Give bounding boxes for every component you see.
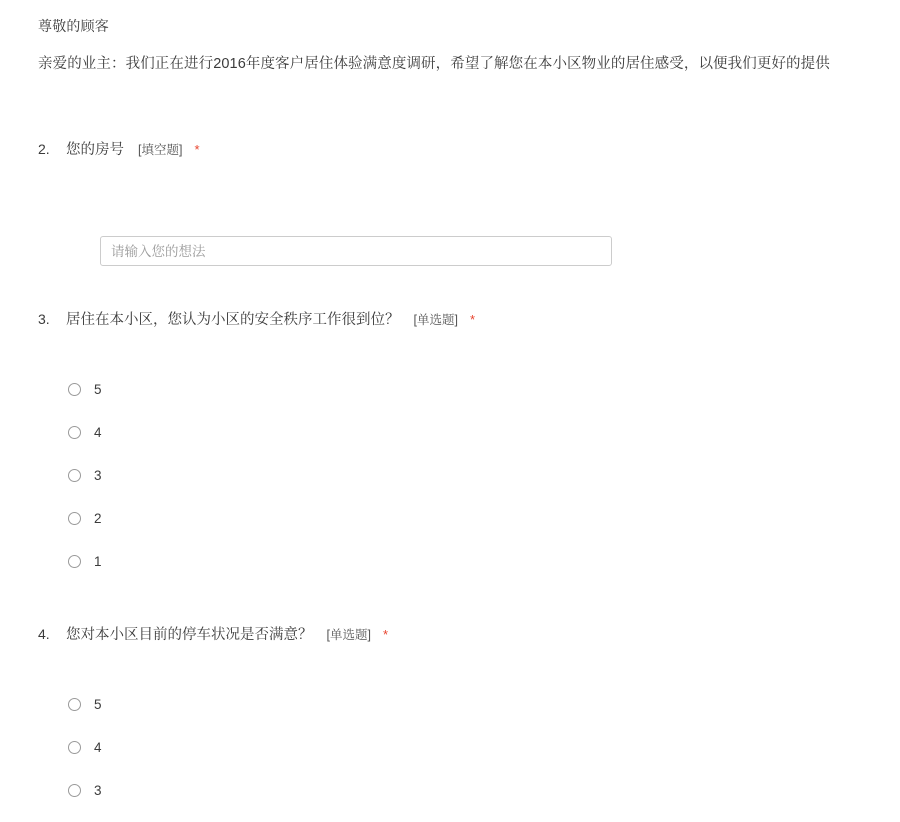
question-2-type: [填空题] <box>138 143 183 157</box>
question-3 <box>38 308 900 329</box>
option-label: 3 <box>94 782 102 798</box>
question-3-options <box>68 378 102 593</box>
radio-icon[interactable] <box>68 741 81 754</box>
question-3-header <box>38 308 900 329</box>
option-row[interactable] <box>68 550 102 572</box>
question-3-text: 居住在本小区，您认为小区的安全秩序工作很到位？ <box>66 312 400 328</box>
option-label: 1 <box>94 553 102 569</box>
question-4-number: 4. <box>38 626 50 642</box>
option-label: 4 <box>94 739 102 755</box>
option-label: 2 <box>94 510 102 526</box>
radio-icon[interactable] <box>68 512 81 525</box>
option-label: 3 <box>94 467 102 483</box>
radio-icon[interactable] <box>68 784 81 797</box>
option-row[interactable] <box>68 378 102 400</box>
page-title: 尊敬的顾客 <box>38 18 109 34</box>
survey-intro-text: 亲爱的业主：我们正在进行2016年度客户居住体验满意度调研，希望了解您在本小区物业的居住感受，以便我们更好的提供 <box>38 56 830 72</box>
question-2 <box>38 138 900 159</box>
question-4-required-mark: * <box>382 627 389 642</box>
question-3-type: [单选题] <box>413 313 458 327</box>
question-3-number: 3. <box>38 311 50 327</box>
option-label: 5 <box>94 696 102 712</box>
radio-icon[interactable] <box>68 698 81 711</box>
question-4-options <box>68 693 102 822</box>
option-row[interactable] <box>68 779 102 801</box>
room-number-input[interactable] <box>100 236 612 266</box>
option-row[interactable] <box>68 421 102 443</box>
question-4 <box>38 623 900 644</box>
question-2-text: 您的房号 <box>66 142 124 158</box>
radio-icon[interactable] <box>68 383 81 396</box>
radio-icon[interactable] <box>68 469 81 482</box>
question-4-text: 您对本小区目前的停车状况是否满意？ <box>66 627 313 643</box>
option-label: 5 <box>94 381 102 397</box>
option-row[interactable] <box>68 464 102 486</box>
question-4-header <box>38 623 900 644</box>
radio-icon[interactable] <box>68 426 81 439</box>
option-row[interactable] <box>68 507 102 529</box>
question-3-required-mark: * <box>469 312 476 327</box>
question-2-required-mark: * <box>194 142 200 157</box>
question-4-type: [单选题] <box>326 628 371 642</box>
option-label: 4 <box>94 424 102 440</box>
radio-icon[interactable] <box>68 555 81 568</box>
option-row[interactable] <box>68 693 102 715</box>
question-2-number: 2. <box>38 141 50 157</box>
question-2-header <box>38 138 900 159</box>
option-row[interactable] <box>68 736 102 758</box>
